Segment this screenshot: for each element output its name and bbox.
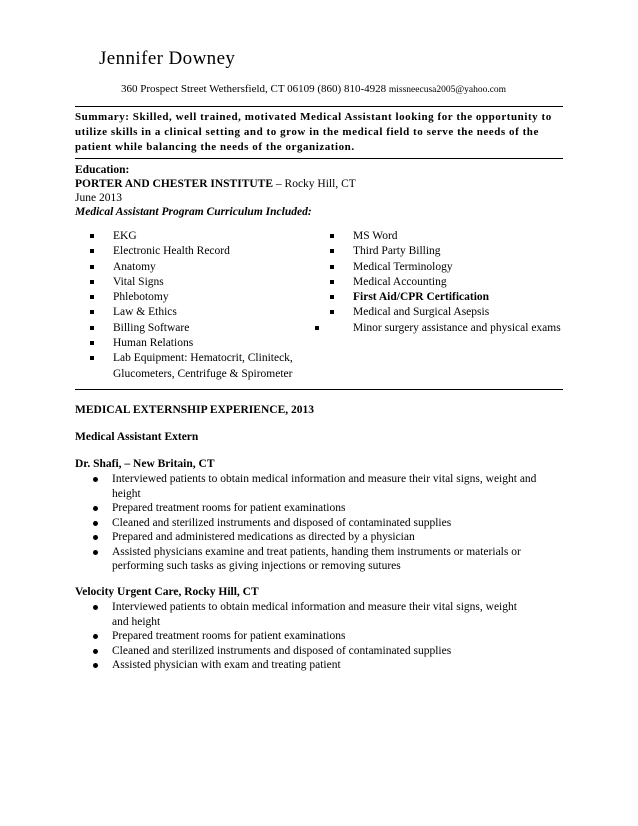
summary-line: utilize skills in a clinical setting and to grow in the medical field to serve the needs of the [75,126,539,138]
summary-line: Summary: Skilled, well trained, motivated Medical Assistant looking for the opportunity to [75,111,552,123]
list-item: Cleaned and sterilized instruments and disposed of contaminated supplies [90,516,560,531]
summary-line: patient while balancing the needs of the organization. [75,141,355,153]
list-item: Third Party Billing [330,244,570,259]
list-item [90,600,560,629]
list-item: Law & Ethics [90,305,320,320]
list-item: Phlebotomy [90,290,320,305]
list-item: EKG [90,229,320,244]
list-item: First Aid/CPR Certification [330,290,570,305]
contact-line [121,83,506,95]
list-item [90,545,560,574]
list-item-line: height [112,487,141,500]
contact-address-phone: 360 Prospect Street Wethersfield, CT 06109 (860) 810-4928 [121,83,387,95]
employer-name: Dr. Shafi, – New Britain, CT [75,458,215,470]
list-item: Vital Signs [90,275,320,290]
list-item-line: Assisted physicians examine and treat patients, handing them instruments or materials or [112,545,521,558]
list-item: Medical and Surgical Asepsis [330,305,570,320]
curriculum-list-left [90,229,320,382]
experience-role: Medical Assistant Extern [75,431,199,443]
list-item-line: and height [112,615,161,628]
list-item: Anatomy [90,260,320,275]
list-item: Human Relations [90,336,320,351]
curriculum-list-right [330,229,570,321]
education-date: June 2013 [75,192,122,204]
school-name: PORTER AND CHESTER INSTITUTE [75,178,274,190]
divider-summary [75,158,563,159]
education-label: Education: [75,164,130,176]
list-item: Cleaned and sterilized instruments and disposed of contaminated supplies [90,644,560,659]
job-duties-list [90,600,560,673]
contact-email: missneecusa2005@yahoo.com [388,85,507,95]
school-location: – Rocky Hill, CT [273,178,356,190]
education-school-line [75,177,356,191]
curriculum-label: Medical Assistant Program Curriculum Included: [75,206,312,218]
list-item [90,472,560,501]
education-block [75,163,356,219]
job-duties-list [90,472,560,574]
list-item [90,351,320,382]
list-item-line: performing such tasks as giving injections or removing sutures [112,560,401,572]
list-item: Assisted physician with exam and treating patient [90,658,560,673]
list-item-line: Glucometers, Centrifuge & Spirometer [113,367,293,380]
list-item: Medical Terminology [330,260,570,275]
list-item-line: Interviewed patients to obtain medical information and measure their vital signs, weight [112,601,517,613]
experience-section-title: MEDICAL EXTERNSHIP EXPERIENCE, 2013 [75,404,314,416]
list-item: Electronic Health Record [90,244,320,259]
list-item: Prepared and administered medications as directed by a physician [90,530,560,545]
applicant-name: Jennifer Downey [99,48,236,69]
list-item: Prepared treatment rooms for patient examinations [90,629,560,644]
curriculum-list-right-extra [315,321,575,336]
employer-name: Velocity Urgent Care, Rocky Hill, CT [75,586,259,598]
list-item-line: Lab Equipment: Hematocrit, Cliniteck, [113,352,293,365]
list-item: Billing Software [90,321,320,336]
divider-top [75,106,563,107]
list-item-line: Interviewed patients to obtain medical information and measure their vital signs, weight and [112,473,537,485]
list-item: MS Word [330,229,570,244]
divider-education [75,389,563,390]
list-item: Minor surgery assistance and physical exams [315,321,575,336]
list-item: Prepared treatment rooms for patient examinations [90,501,560,516]
list-item: Medical Accounting [330,275,570,290]
summary-block [75,110,563,155]
